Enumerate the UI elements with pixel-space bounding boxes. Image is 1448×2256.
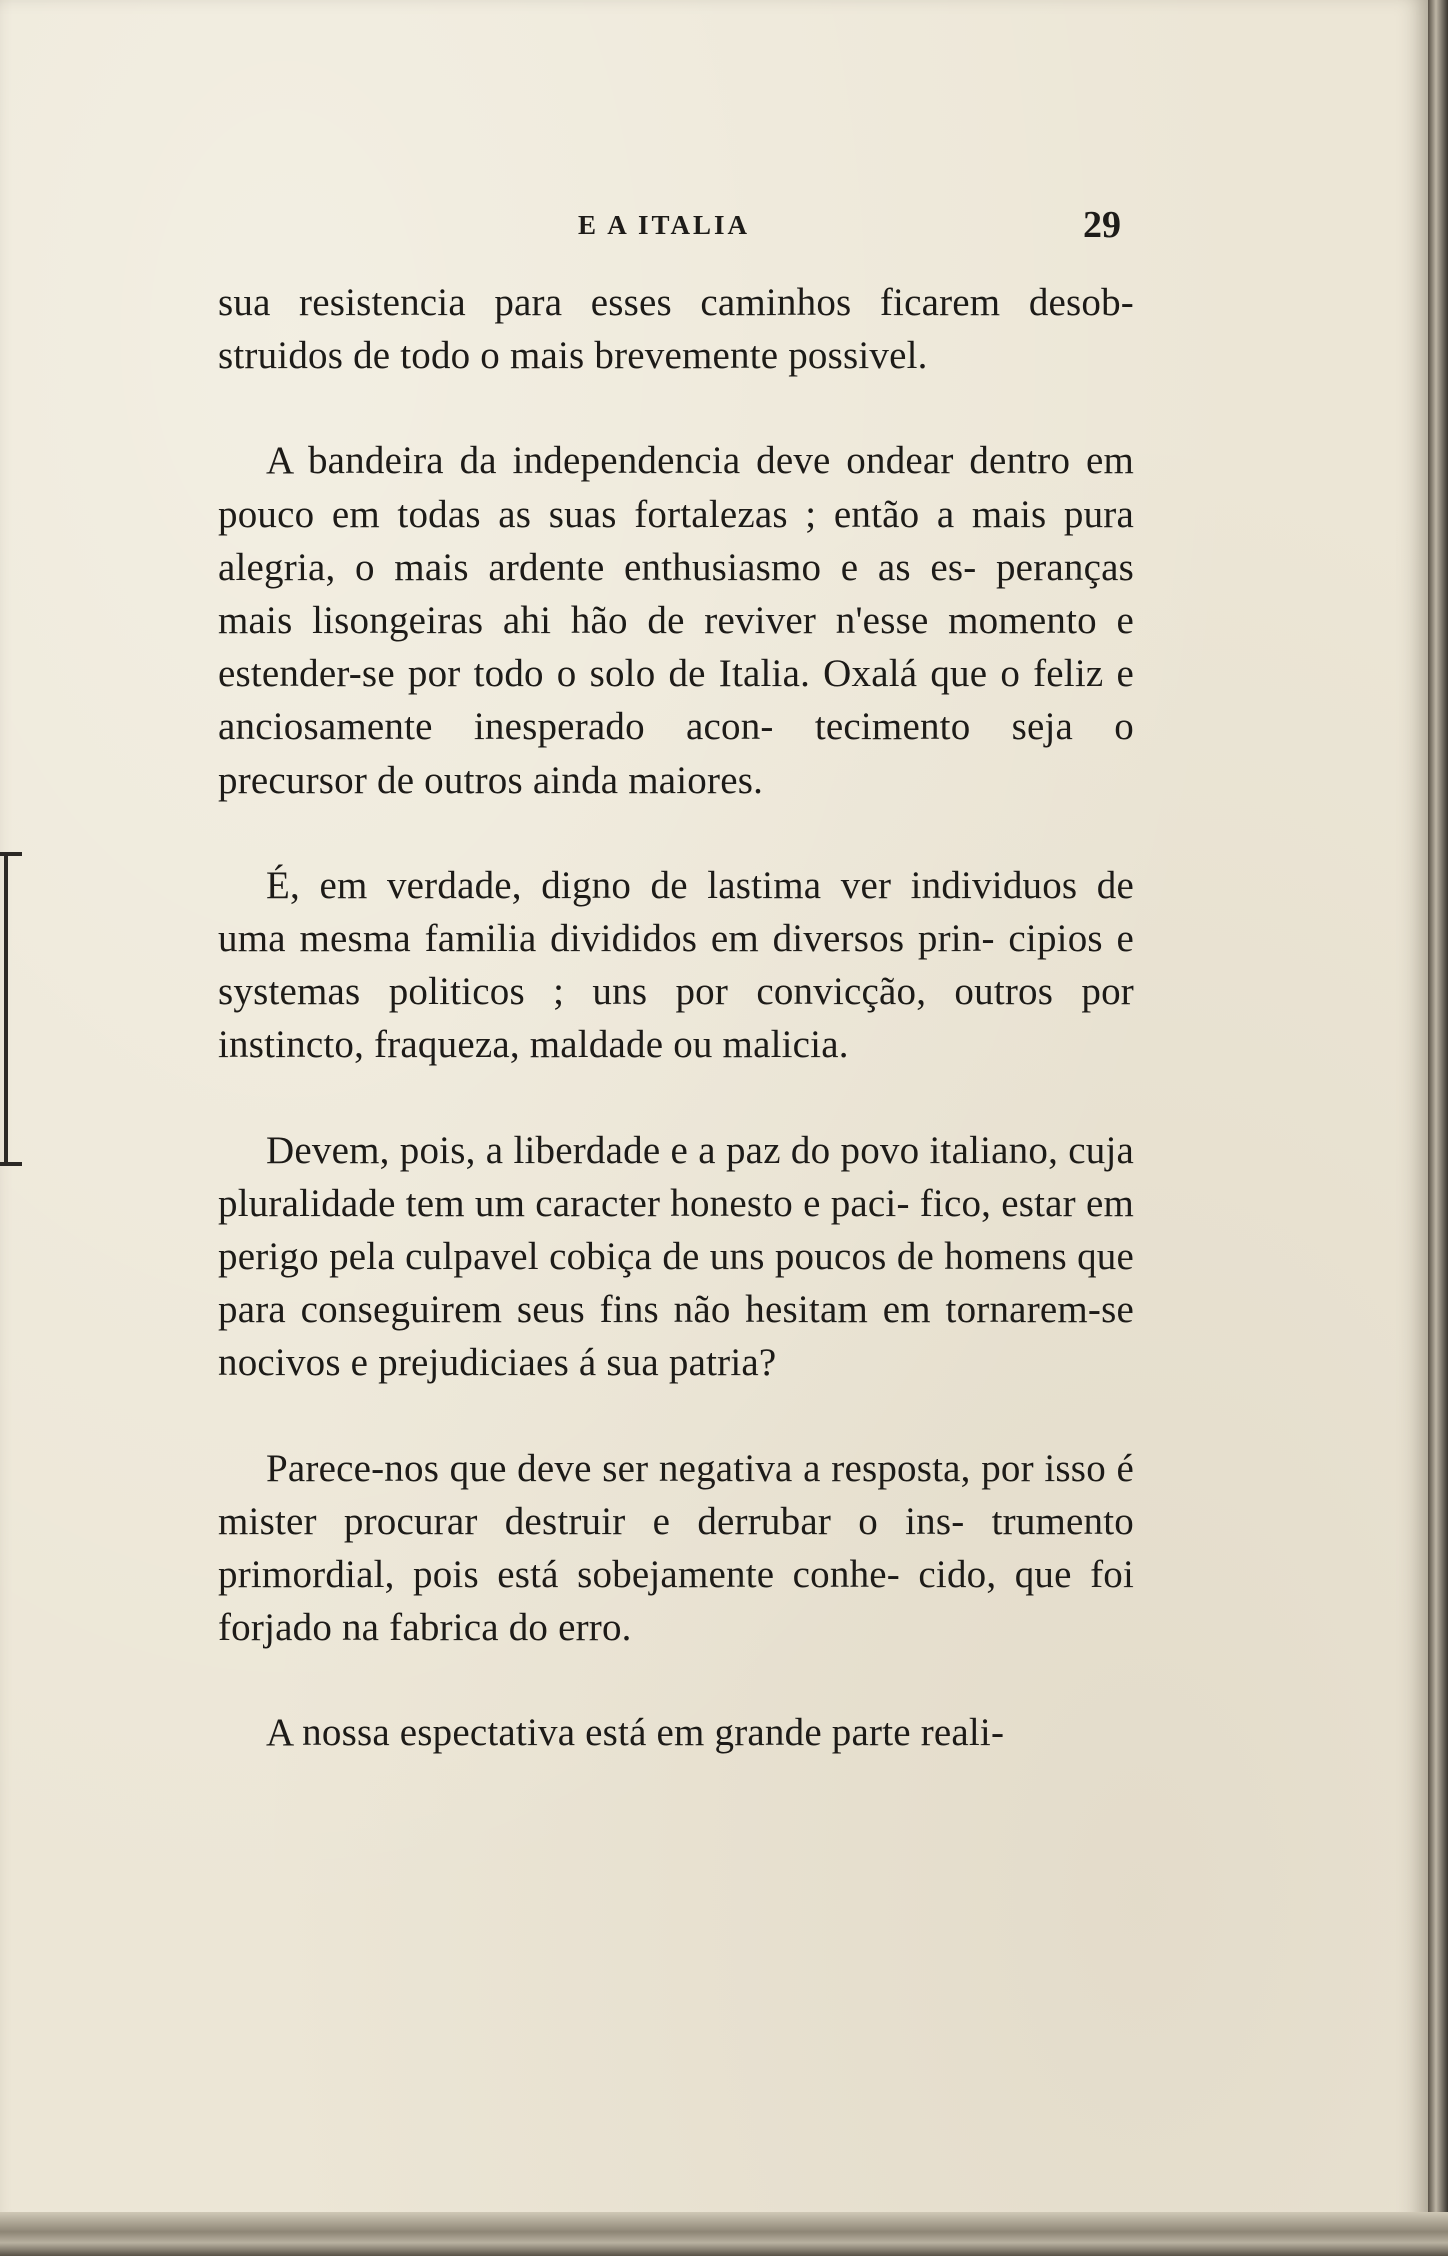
paragraph-5: Parece-nos que deve ser negativa a resposta, por isso é mister procurar destruir e derrubar o ins- trumento primordial, pois está sobejamente conhe- cido, que foi forjado na fabrica do erro. — [218, 1446, 1134, 1650]
running-head — [0, 203, 1428, 253]
body-text — [218, 276, 1134, 1812]
paragraph-2: A bandeira da independencia deve ondear dentro em pouco em todas as suas fortalezas ; então a mais pura alegria, o mais ardente enthusiasmo e as es- peranças mais lisongeiras ahi hão de reviver n'esse momento e estender-se por todo o solo de Italia. Oxalá que o feliz e anciosamente inesperado acon- tecimento seja o precursor de outros ainda maiores. — [218, 439, 1134, 802]
paragraph-6: A nossa espectativa está em grande parte reali- — [266, 1711, 1005, 1755]
binding-stitch-top — [0, 852, 22, 856]
binding-stitch-bottom — [0, 1162, 22, 1166]
page-number: 29 — [1083, 204, 1121, 246]
paragraph-4: Devem, pois, a liberdade e a paz do povo italiano, cuja pluralidade tem um caracter honesto e paci- fico, estar em perigo pela culpavel cobiça de uns poucos de homens que para conseguirem seus fins não hesitam em tornarem-se nocivos e prejudiciaes á sua patria? — [218, 1128, 1134, 1385]
binding-stitch — [4, 855, 8, 1165]
paragraph-1: sua resistencia para esses caminhos ficarem desob- struidos de todo o mais brevemente possivel. — [218, 281, 1134, 378]
page-edge-right — [1428, 0, 1448, 2256]
running-title: E A ITALIA — [578, 210, 751, 240]
page-edge-bottom — [0, 2212, 1448, 2256]
paragraph-3: É, em verdade, digno de lastima ver individuos de uma mesma familia divididos em diversos prin- cipios e systemas politicos ; uns por convicção, outros por instincto, fraqueza, maldade ou malicia. — [218, 863, 1134, 1067]
